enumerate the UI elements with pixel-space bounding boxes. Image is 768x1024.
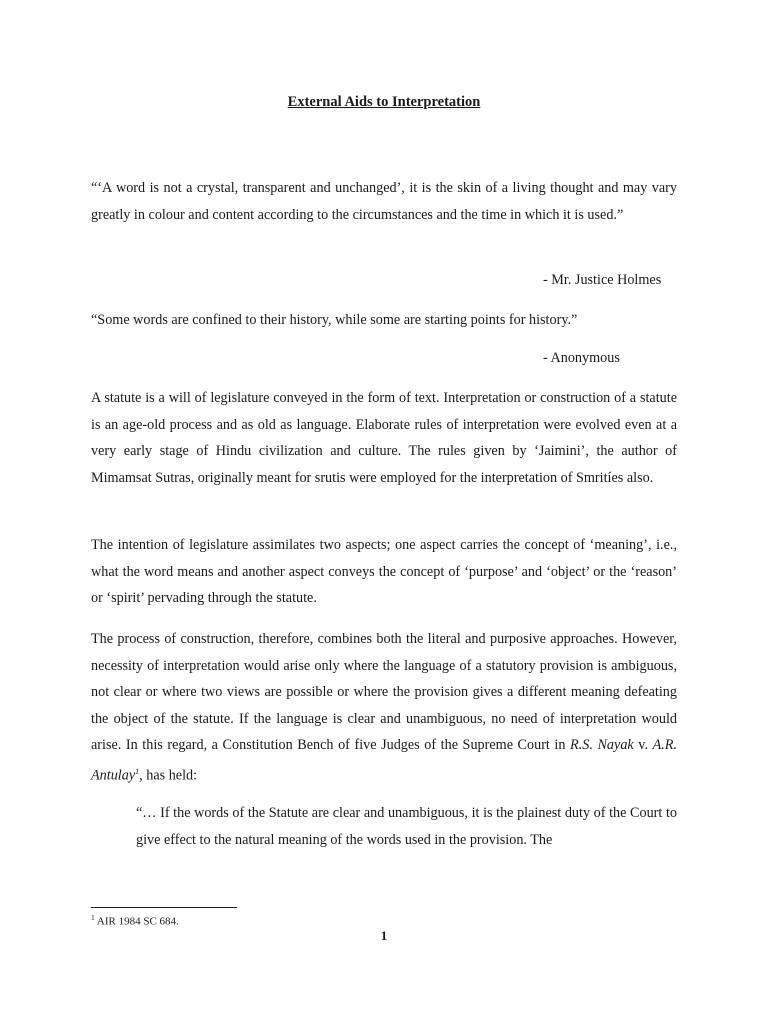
paragraph-intention: The intention of legislature assimilates two aspects; one aspect carries the concept of ‘meaning’, i.e., what the word means and another aspect conveys the concept of ‘purpose’ and ‘object’ or the ‘reason’ or ‘spirit’ pervading through the statute.: [91, 537, 677, 606]
case-party-nayak: R.S. Nayak: [570, 737, 634, 753]
holmes-attribution: - Mr. Justice Holmes: [543, 272, 662, 288]
anonymous-attribution: - Anonymous: [543, 350, 620, 366]
footnote-text: AIR 1984 SC 684.: [94, 915, 179, 928]
anonymous-quote: “Some words are confined to their history, while some are starting points for history.”: [91, 312, 578, 328]
paragraph-construction: [91, 626, 677, 789]
footnote: [91, 913, 179, 928]
page-number: 1: [380, 928, 388, 943]
versus-text: v.: [633, 737, 653, 753]
document-title: External Aids to Interpretation: [287, 94, 481, 110]
paragraph-statute: A statute is a will of legislature conveyed in the form of text. Interpretation or construction of a statute is an age-old process and as old as language. Elaborate rules of interpretation were evolved even at a very early stage of Hindu civilization and culture. The rules given by ‘Jaimini’, the author of Mimamsat Sutras, originally meant for srutis were employed for the interpretation of Smritíes also.: [91, 390, 677, 486]
holmes-quote: “‘A word is not a crystal, transparent and unchanged’, it is the skin of a living thought and may vary greatly in colour and content according to the circumstances and the time in which it is used.”: [91, 180, 677, 223]
footnote-reference[interactable]: 1: [135, 766, 140, 776]
footnote-separator: [91, 907, 237, 908]
case-party-antulay: A.R. Antulay: [91, 737, 678, 784]
block-quote: “… If the words of the Statute are clear and unambiguous, it is the plainest duty of the Court to give effect to the natural meaning of the words used in the provision. The: [136, 805, 677, 848]
paragraph-construction-end: , has held:: [139, 767, 198, 784]
footnote-number: 1: [91, 913, 95, 922]
paragraph-construction-text: The process of construction, therefore, combines both the literal and purposive approaches. However, necessity of interpretation would arise only where the language of a statutory provision is ambiguous, not clear or where two views are possible or where the provision gives a different meaning defeating the object of the statute. If the language is clear and unambiguous, no need of interpretation would arise. In this regard, a Constitution Bench of five Judges of the Supreme Court in: [91, 631, 677, 753]
